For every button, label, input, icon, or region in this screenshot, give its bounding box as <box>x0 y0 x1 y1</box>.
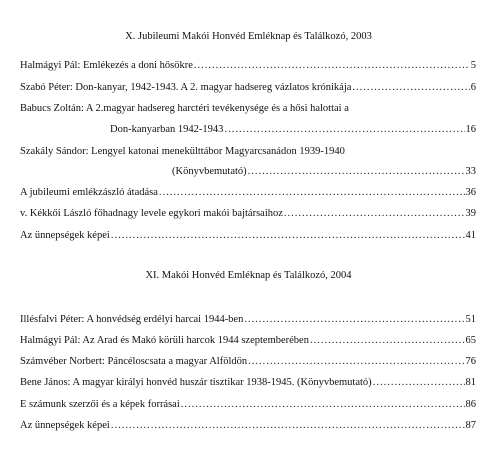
toc-entry <box>20 420 476 434</box>
toc-page-number: 39 <box>465 208 476 219</box>
toc-page-number: 65 <box>465 335 476 346</box>
toc-entry <box>20 356 476 370</box>
section-title-2003: X. Jubileumi Makói Honvéd Emléknap és Találkozó, 2003 <box>125 31 372 42</box>
toc-entry <box>20 314 476 328</box>
toc-leader-dots <box>224 124 464 135</box>
toc-entry <box>20 230 476 244</box>
toc-page-number: 33 <box>465 166 476 177</box>
toc-leader-dots <box>248 166 465 177</box>
toc-entry-text: A jubileumi emlékzászló átadása <box>20 187 158 198</box>
toc-entry <box>20 60 476 74</box>
toc-leader-dots <box>310 335 465 346</box>
toc-page-number: 41 <box>465 230 476 241</box>
toc-leader-dots <box>373 377 465 388</box>
toc-entry <box>172 166 476 180</box>
toc-leader-dots <box>244 314 464 325</box>
toc-page-number: 36 <box>465 187 476 198</box>
toc-page-number: 81 <box>465 377 476 388</box>
toc-leader-dots <box>284 208 465 219</box>
toc-entry <box>20 377 476 391</box>
toc-entry-text: Az ünnepségek képei <box>20 420 110 431</box>
toc-entry-continuation: Don-kanyarban 1942-1943 <box>110 124 224 135</box>
toc-entry-text: Számvéber Norbert: Páncéloscsata a magyar Alföldön <box>20 356 248 367</box>
section-title-2004: XI. Makói Honvéd Emléknap és Találkozó, 2004 <box>145 270 352 281</box>
toc-entry <box>20 187 476 201</box>
toc-page-number: 5 <box>470 60 476 71</box>
toc-page-number: 6 <box>470 82 476 93</box>
toc-entry <box>110 124 476 138</box>
toc-entry <box>20 399 476 413</box>
toc-entry-text: Az ünnepségek képei <box>20 230 110 241</box>
toc-entry-text: Bene János: A magyar királyi honvéd huszár tisztikar 1938-1945. (Könyvbemutató) <box>20 377 372 388</box>
toc-leader-dots <box>352 82 469 93</box>
toc-entry-first-line: Szakály Sándor: Lengyel katonai menekülttábor Magyarcsanádon 1939-1940 <box>20 146 345 157</box>
toc-entry-text: Halmágyi Pál: Emlékezés a doni hősökre <box>20 60 193 71</box>
toc-leader-dots <box>111 420 465 431</box>
toc-entry-continuation: (Könyvbemutató) <box>172 166 247 177</box>
toc-entry-text: Halmágyi Pál: Az Arad és Makó körüli harcok 1944 szeptemberében <box>20 335 309 346</box>
toc-entry <box>20 82 476 96</box>
toc-leader-dots <box>181 399 465 410</box>
toc-entry <box>20 335 476 349</box>
toc-page-number: 86 <box>465 399 476 410</box>
toc-entry-text: E számunk szerzői és a képek forrásai <box>20 399 180 410</box>
toc-page-number: 87 <box>465 420 476 431</box>
toc-entry <box>20 208 476 222</box>
toc-entry-text: Illésfalvi Péter: A honvédség erdélyi harcai 1944-ben <box>20 314 244 325</box>
toc-entry-first-line: Babucs Zoltán: A 2.magyar hadsereg harctéri tevékenysége és a hősi halottai a <box>20 103 349 114</box>
toc-page-number: 76 <box>465 356 476 367</box>
toc-page-number: 51 <box>465 314 476 325</box>
toc-leader-dots <box>111 230 465 241</box>
toc-entry-text: v. Kékkői László főhadnagy levele egykori makói bajtársaihoz <box>20 208 283 219</box>
toc-leader-dots <box>159 187 465 198</box>
toc-entry-text: Szabó Péter: Don-kanyar, 1942-1943. A 2. magyar hadsereg vázlatos krónikája <box>20 82 352 93</box>
toc-leader-dots <box>248 356 464 367</box>
toc-page-number: 16 <box>465 124 476 135</box>
toc-leader-dots <box>194 60 470 71</box>
